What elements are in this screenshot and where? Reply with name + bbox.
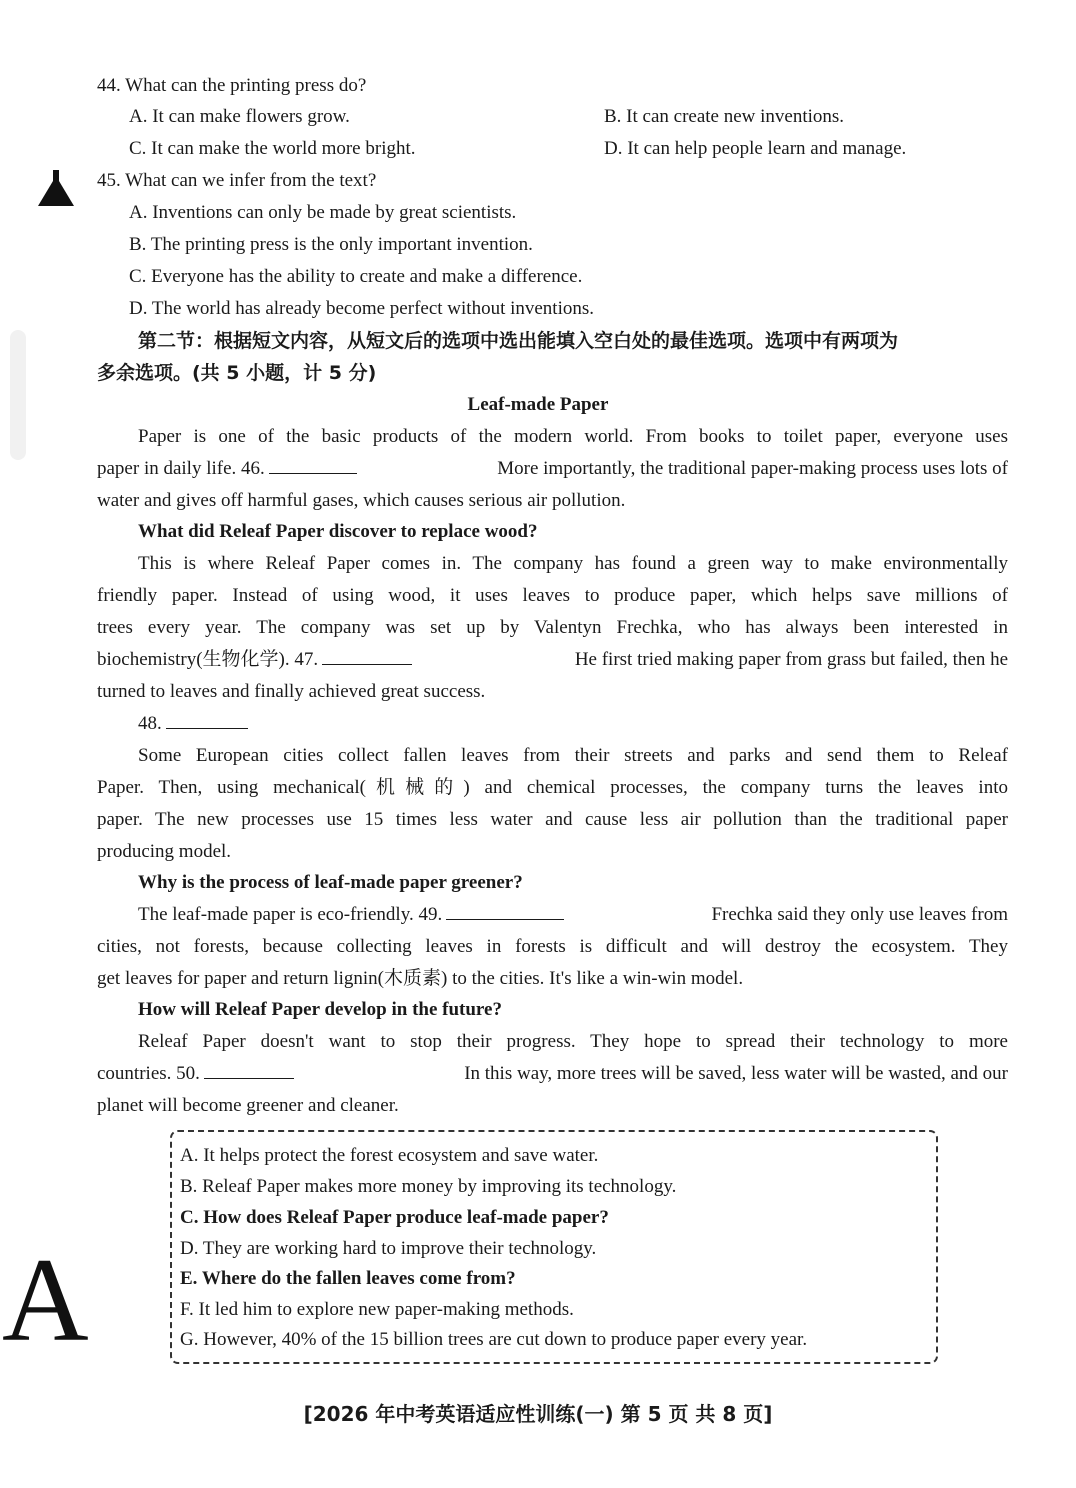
option-b[interactable]: B. Releaf Paper makes more money by improving its technology.	[180, 1176, 677, 1197]
passage-line: trees every year. The company was set up by Valentyn Frechka, who has always been interested in	[97, 617, 1008, 638]
binding-mark-icon	[38, 176, 74, 206]
passage-line: This is where Releaf Paper comes in. The company has found a green way to make environmentally	[138, 553, 1008, 574]
answer-blank-47[interactable]	[322, 644, 412, 665]
passage-text: More importantly, the traditional paper-making process uses lots of	[497, 458, 1008, 479]
section-instruction-line2: 多余选项。(共 5 小题，计 5 分)	[97, 362, 377, 384]
passage-text: Frechka said they only use leaves from	[711, 904, 1008, 925]
passage-text: In this way, more trees will be saved, less water will be wasted, and our	[464, 1063, 1008, 1084]
question-44-option-a: A. It can make flowers grow.	[129, 106, 350, 127]
passage-line-blank-46	[97, 453, 1008, 485]
question-44-stem: 44. What can the printing press do?	[97, 75, 367, 96]
option-c[interactable]: C. How does Releaf Paper produce leaf-made paper?	[180, 1207, 609, 1228]
paper-version-mark: A	[2, 1233, 89, 1366]
passage-text: paper in daily life. 46.	[97, 458, 265, 479]
question-44-option-d: D. It can help people learn and manage.	[604, 138, 907, 159]
passage-line: turned to leaves and finally achieved great success.	[97, 681, 486, 702]
question-45-option-d: D. The world has already become perfect without inventions.	[129, 298, 595, 319]
passage-line-blank-50	[97, 1058, 1008, 1090]
passage-title: Leaf-made Paper	[467, 394, 609, 415]
option-d[interactable]: D. They are working hard to improve their technology.	[180, 1238, 597, 1259]
passage-line: Paper is one of the basic products of the modern world. From books to toilet paper, everyone uses	[138, 426, 1008, 447]
section-heading-2: Why is the process of leaf-made paper greener?	[138, 872, 523, 893]
question-45-option-b: B. The printing press is the only important invention.	[129, 234, 533, 255]
question-number-48: 48.	[138, 713, 162, 734]
passage-line: producing model.	[97, 841, 232, 862]
question-45-option-c: C. Everyone has the ability to create and make a difference.	[129, 266, 583, 287]
passage-line-blank-49	[138, 899, 1008, 931]
passage-line: Paper. Then, using mechanical(机械的) and chemical processes, the company turns the leaves into	[97, 777, 1008, 798]
question-44-option-b: B. It can create new inventions.	[604, 106, 845, 127]
passage-line: planet will become greener and cleaner.	[97, 1095, 399, 1116]
page-footer: [2026 年中考英语适应性训练(一) 第 5 页 共 8 页]	[303, 1402, 773, 1426]
passage-line: friendly paper. Instead of using wood, it uses leaves to produce paper, which helps save millions of	[97, 585, 1008, 606]
answer-blank-48[interactable]	[166, 708, 248, 729]
question-44-option-c: C. It can make the world more bright.	[129, 138, 416, 159]
question-45-stem: 45. What can we infer from the text?	[97, 170, 377, 191]
passage-text: He first tried making paper from grass but failed, then he	[574, 649, 1008, 670]
answer-blank-49[interactable]	[446, 899, 564, 920]
option-a[interactable]: A. It helps protect the forest ecosystem and save water.	[180, 1145, 599, 1166]
answer-blank-50[interactable]	[204, 1058, 294, 1079]
passage-text: biochemistry(生物化学). 47.	[97, 649, 319, 670]
section-instruction-line1: 第二节：根据短文内容，从短文后的选项中选出能填入空白处的最佳选项。选项中有两项为	[138, 330, 899, 352]
passage-line: water and gives off harmful gases, which causes serious air pollution.	[97, 490, 626, 511]
option-f[interactable]: F. It led him to explore new paper-making methods.	[180, 1299, 574, 1320]
option-g[interactable]: G. However, 40% of the 15 billion trees are cut down to produce paper every year.	[180, 1329, 808, 1350]
passage-line: paper. The new processes use 15 times less water and cause less air pollution than the traditional paper	[97, 809, 1008, 830]
option-e[interactable]: E. Where do the fallen leaves come from?	[180, 1268, 516, 1289]
question-45-option-a: A. Inventions can only be made by great scientists.	[129, 202, 517, 223]
passage-text: The leaf-made paper is eco-friendly. 49.	[138, 904, 443, 925]
passage-line-blank-47	[97, 644, 1008, 676]
answer-blank-46[interactable]	[269, 453, 357, 474]
passage-line-blank-48	[138, 708, 252, 740]
passage-line: get leaves for paper and return lignin(木质素) to the cities. It's like a win-win model.	[97, 968, 744, 989]
passage-line: Some European cities collect fallen leaves from their streets and parks and send them to Releaf	[138, 745, 1008, 766]
section-heading-1: What did Releaf Paper discover to replace wood?	[138, 521, 538, 542]
passage-text: countries. 50.	[97, 1063, 200, 1084]
passage-line: Releaf Paper doesn't want to stop their progress. They hope to spread their technology to more	[138, 1031, 1008, 1052]
section-heading-3: How will Releaf Paper develop in the future?	[138, 999, 502, 1020]
passage-line: cities, not forests, because collecting leaves in forests is difficult and will destroy the ecosystem. They	[97, 936, 1008, 957]
